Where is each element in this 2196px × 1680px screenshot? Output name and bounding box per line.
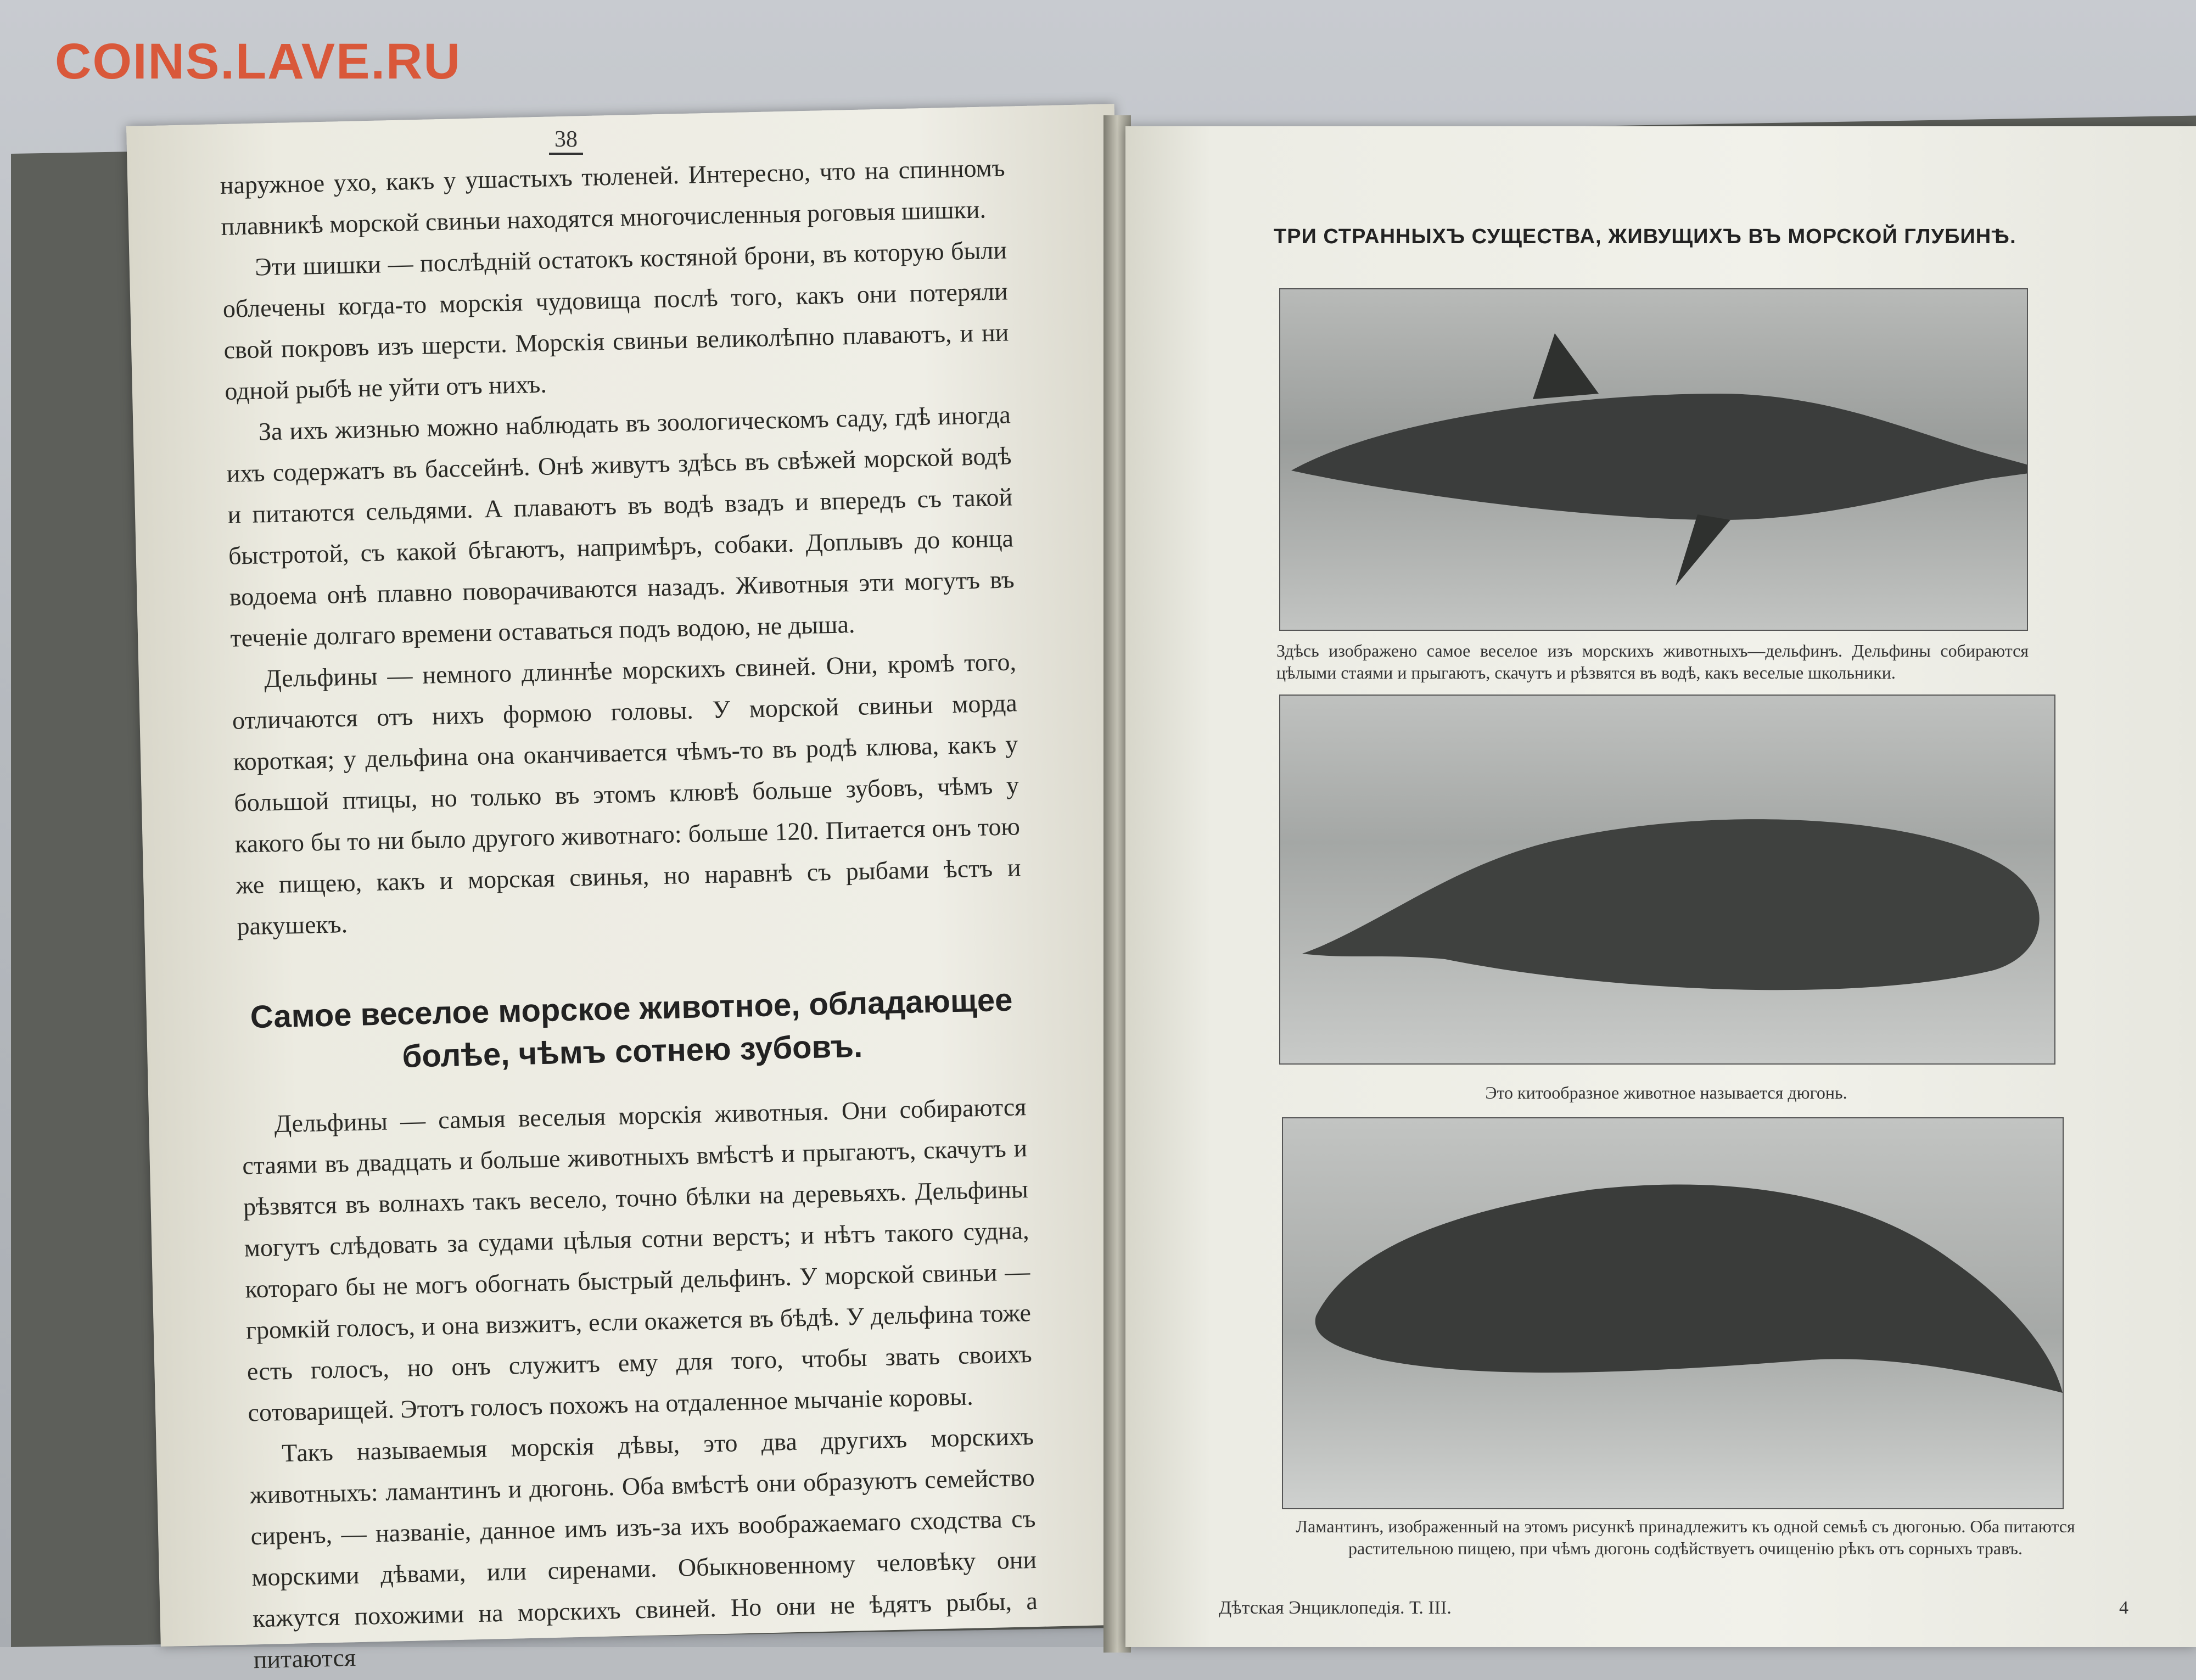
paragraph: Дельфины — немного длиннѣе морскихъ свиней. Они, кромѣ того, отличаются отъ нихъ формою головы. У морской свиньи морда короткая; у дельфина она оканчивается чѣмъ-то въ родѣ клюва, какъ у большой птицы, но только въ этомъ клювѣ больше зубовъ, чѣмъ у какого бы то ни было другого животнаго: больше 120. Питается онъ тою же пищею, какъ и морская свинья, но наравнѣ съ рыбами ѣстъ и ракушекъ. bbox=[232, 647, 1021, 940]
page-mark: 4 bbox=[2119, 1598, 2128, 1618]
left-page-text bbox=[220, 147, 1039, 1680]
paragraph: За ихъ жизнью можно наблюдать въ зоологическомъ саду, гдѣ иногда ихъ содержатъ въ бассейнѣ. Онѣ живутъ здѣсь въ свѣжей морской водѣ и питаются сельдями. А плаваютъ въ водѣ взадъ и впередъ съ такой быстротой, съ какой бѣгаютъ, напримѣръ, собаки. Доплывъ до конца водоема онѣ плавно поворачиваются назадъ. Животныя эти могутъ въ теченіе долгаго времени оставаться подъ водою, не дыша. bbox=[226, 400, 1015, 652]
plate-title: ТРИ СТРАННЫХЪ СУЩЕСТВА, ЖИВУЩИХЪ ВЪ МОРСКОЙ ГЛУБИНѢ. bbox=[1274, 225, 2016, 248]
watermark-text: COINS.LAVE.RU bbox=[55, 33, 461, 89]
paragraph: Такъ называемыя морскія дѣвы, это два другихъ морскихъ животныхъ: ламантинъ и дюгонь. Оба вмѣстѣ они образуютъ семейство сиренъ, — названіе, данное имъ изъ-за ихъ воображаемаго сходства съ морскими дѣвами, или сиренами. Обыкновенному человѣку они кажутся похожими на морскихъ свиней. Но они не ѣдятъ рыбы, а питаются bbox=[249, 1421, 1038, 1674]
dugong-caption: Это китообразное животное называется дюгонь. bbox=[1485, 1083, 1847, 1102]
paragraph: наружное ухо, какъ у ушастыхъ тюленей. Интересно, что на спинномъ плавникѣ морской свиньи находятся многочисленныя роговыя шишки. bbox=[220, 153, 1006, 240]
manatee-illustration bbox=[1282, 1117, 2064, 1509]
section-title: Самое веселое морское животное, обладающее болѣе, чѣмъ сотнею зубовъ. bbox=[250, 982, 1013, 1074]
paragraph: Эти шишки — послѣдній остатокъ костяной брони, въ которую были облечены когда-то морскія чудовища послѣ того, какъ они потеряли свой покровъ изъ шерсти. Морскія свиньи великолѣпно плаваютъ, и ни одной рыбѣ не уйти отъ нихъ. bbox=[222, 236, 1009, 405]
dolphin-illustration bbox=[1279, 288, 2028, 631]
page-number: 38 bbox=[549, 126, 583, 155]
paragraph: Дельфины — самыя веселыя морскія животныя. Они собираются стаями въ двадцать и больше животныхъ вмѣстѣ и прыгаютъ, скачутъ и рѣзвятся въ волнахъ такъ весело, точно бѣлки на деревьяхъ. Дельфины могутъ слѣдовать за судами цѣлыя сотни верстъ; и нѣтъ такого судна, котораго бы не могъ обогнать быстрый дельфинъ. У морской свиньи — громкій голосъ, и она визжитъ, если окажется въ бѣдѣ. У дельфина тоже есть голосъ, но онъ служитъ ему для того, чтобы звать своихъ сотоварищей. Этотъ голосъ похожъ на отдаленное мычаніе коровы. bbox=[242, 1093, 1033, 1427]
book-footer: Дѣтская Энциклопедія. Т. III. bbox=[1219, 1598, 1452, 1618]
dolphin-caption: Здѣсь изображено самое веселое изъ морскихъ животныхъ—дельфинъ. Дельфины собираются цѣлыми стаями и прыгаютъ, скачутъ и рѣзвятся въ водѣ, какъ веселые школьники. bbox=[1276, 641, 2029, 682]
manatee-caption: Ламантинъ, изображенный на этомъ рисункѣ принадлежитъ къ одной семьѣ съ дюгонью. Оба питаются растительною пищею, при чѣмъ дюгонь содѣйствуетъ очищенію рѣкъ отъ сорныхъ травъ. bbox=[1296, 1516, 2075, 1558]
dugong-illustration bbox=[1279, 695, 2055, 1065]
